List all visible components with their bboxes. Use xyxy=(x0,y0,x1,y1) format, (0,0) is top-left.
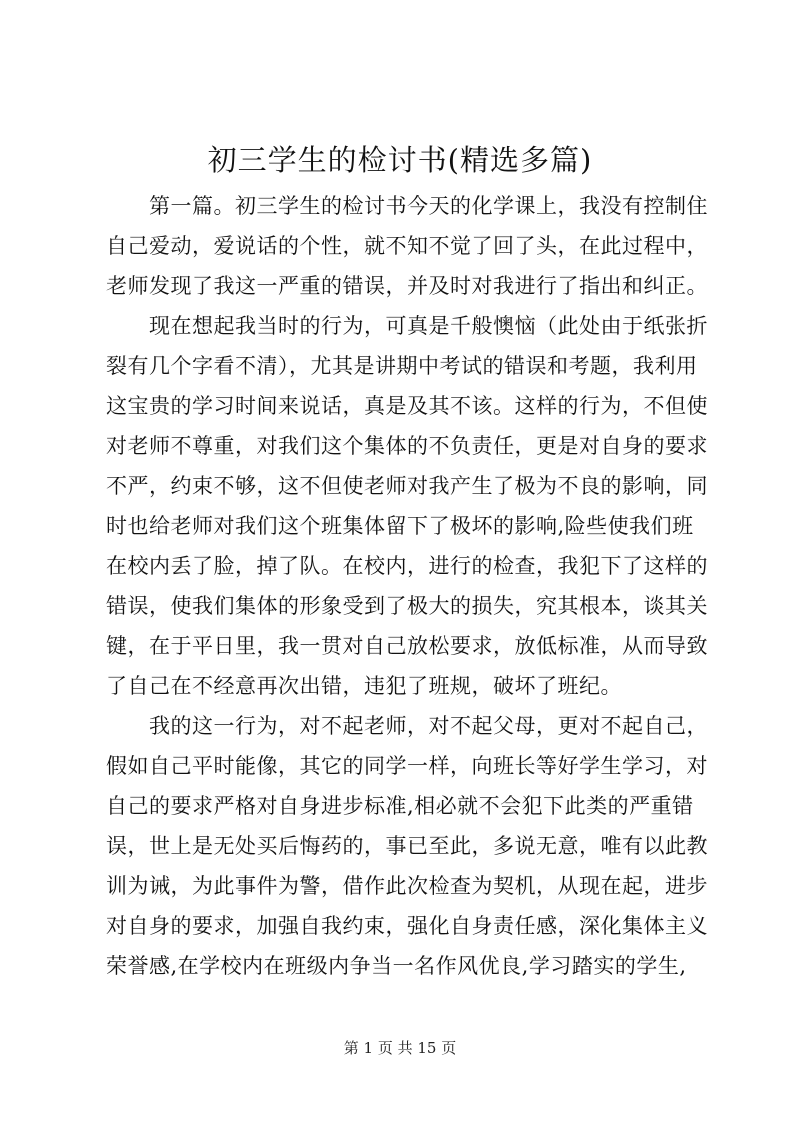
paragraph-line: 第一篇。初三学生的检讨书今天的化学课上，我没有控制住 xyxy=(149,194,708,218)
paragraph-line: 了自己在不经意再次出错，违犯了班规，破坏了班纪。 xyxy=(106,674,622,698)
paragraph-line: 训为诫，为此事件为警，借作此次检查为契机，从现在起，进步 xyxy=(106,874,708,898)
paragraph-line: 键，在于平日里，我一贯对自己放松要求，放低标准，从而导致 xyxy=(106,634,708,658)
page-footer: 第 1 页 共 15 页 xyxy=(343,1039,457,1057)
paragraph-line: 裂有几个字看不清），尤其是讲期中考试的错误和考题，我利用 xyxy=(106,354,698,378)
paragraph-line: 荣誉感,在学校内在班级内争当一名作风优良,学习踏实的学生, xyxy=(106,954,687,978)
paragraph-line: 误，世上是无处买后悔药的，事已至此，多说无意，唯有以此教 xyxy=(106,834,708,858)
paragraph-line: 自己爱动，爱说话的个性，就不知不觉了回了头，在此过程中， xyxy=(106,234,708,258)
document-title: 初三学生的检讨书(精选多篇) xyxy=(207,143,593,177)
paragraph-line: 自己的要求严格对自身进步标准,相必就不会犯下此类的严重错 xyxy=(106,794,694,818)
paragraph-line: 假如自己平时能像，其它的同学一样，向班长等好学生学习，对 xyxy=(106,754,708,778)
paragraph-line: 现在想起我当时的行为，可真是千般懊恼（此处由于纸张折 xyxy=(149,314,708,338)
paragraph-line: 我的这一行为，对不起老师，对不起父母，更对不起自己， xyxy=(149,714,708,738)
paragraph-line: 不严，约束不够，这不但使老师对我产生了极为不良的影响，同 xyxy=(106,474,708,498)
paragraph-line: 老师发现了我这一严重的错误，并及时对我进行了指出和纠正。 xyxy=(106,274,708,298)
paragraph-line: 这宝贵的学习时间来说话，真是及其不该。这样的行为，不但使 xyxy=(106,394,708,418)
document-body xyxy=(106,186,706,986)
paragraph-line: 时也给老师对我们这个班集体留下了极坏的影响,险些使我们班 xyxy=(106,514,694,538)
paragraph-line: 错误，使我们集体的形象受到了极大的损失，究其根本，谈其关 xyxy=(106,594,708,618)
paragraph-line: 对自身的要求，加强自我约束，强化自身责任感，深化集体主义 xyxy=(106,914,708,938)
paragraph-line: 在校内丢了脸，掉了队。在校内，进行的检查，我犯下了这样的 xyxy=(106,554,708,578)
paragraph-line: 对老师不尊重，对我们这个集体的不负责任，更是对自身的要求 xyxy=(106,434,708,458)
